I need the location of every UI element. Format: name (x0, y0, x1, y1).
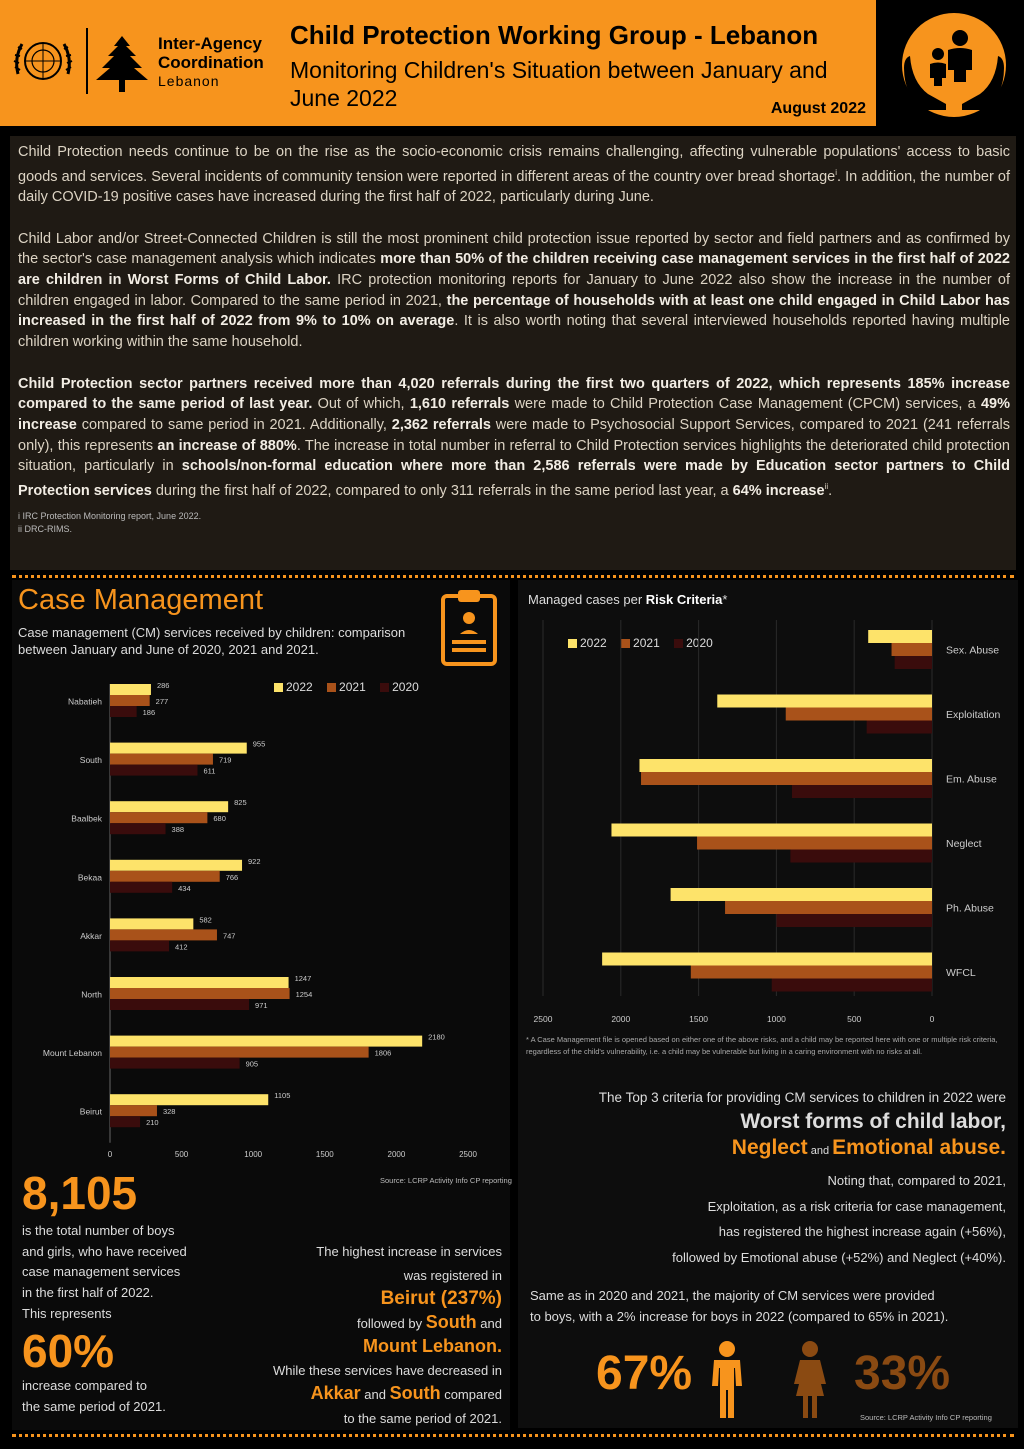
x-tick-label: 2500 (533, 1014, 553, 1024)
bar-value-label: 434 (178, 883, 191, 893)
x-tick-label: 0 (929, 1014, 935, 1024)
bar-value-label: 2180 (428, 1032, 445, 1042)
legend-item-2021: 2021 (621, 636, 660, 650)
intro-section (10, 136, 1016, 570)
header (0, 0, 1024, 126)
bar-2022 (110, 860, 242, 871)
bar-2021 (110, 812, 207, 823)
x-tick-label: 1500 (315, 1149, 334, 1159)
footnotes (18, 510, 1010, 536)
page-subtitle: Monitoring Children's Situation between January and June 2022 (290, 57, 828, 111)
bar-2021 (641, 772, 932, 785)
bar-value-label: 1247 (294, 974, 312, 983)
total-cm-number: 8,105 (22, 1167, 138, 1219)
boy-icon (708, 1340, 746, 1420)
bar-2021 (110, 695, 150, 706)
increase-percentage: 60% (22, 1325, 115, 1377)
clipboard-icon (440, 588, 498, 668)
top3-line-1: Worst forms of child labor, (740, 1110, 1006, 1133)
category-label: WFCL (946, 967, 976, 979)
logos (0, 0, 282, 126)
family-hands-icon (888, 12, 1020, 118)
bar-2022 (110, 977, 289, 988)
x-tick-label: 1500 (689, 1014, 709, 1024)
bar-2020 (110, 823, 166, 834)
legend-item-2020: 2020 (674, 636, 713, 650)
bar-2020 (110, 940, 169, 951)
legend-item-2020: 2020 (380, 680, 419, 694)
risk-criteria-svg (518, 600, 1018, 1030)
top3-intro: The Top 3 criteria for providing CM services to children in 2022 were (598, 1090, 1006, 1105)
footnote-2: ii DRC-RIMS. (18, 524, 72, 535)
bar-value-label: 611 (203, 766, 216, 776)
category-label: Neglect (946, 838, 982, 850)
bar-value-label: 1254 (295, 990, 313, 999)
x-tick-label: 2000 (387, 1149, 406, 1159)
top3-line-2: Neglect and Emotional abuse. (731, 1136, 1006, 1159)
bar-2021 (725, 901, 932, 914)
bar-2020 (110, 706, 137, 717)
x-tick-label: 2000 (611, 1014, 631, 1024)
bar-value-label: 1105 (274, 1091, 291, 1101)
logo-separator (86, 28, 88, 94)
bar-2022 (717, 695, 932, 708)
bar-2021 (110, 1047, 369, 1058)
bar-2022 (602, 953, 932, 966)
category-label: Em. Abuse (946, 773, 997, 786)
comparison-notes: Noting that, compared to 2021, Exploitation, as a risk criteria for case management, has registered the highest increase again (+56%), followed by Emotional abuse (+52%) and Neglect (+40%). (672, 1173, 1006, 1265)
category-label: Bekaa (77, 872, 102, 883)
logo-line-2: Coordination (158, 53, 264, 72)
category-label: Nabatieh (67, 696, 102, 707)
bar-value-label: 766 (225, 872, 239, 882)
bar-value-label: 277 (155, 697, 169, 706)
legend-item-2022: 2022 (274, 680, 313, 694)
risk-criteria-chart (518, 600, 1018, 1030)
bar-value-label: 1806 (374, 1048, 392, 1058)
boys-percentage: 67% (596, 1347, 693, 1400)
category-label: South (79, 755, 102, 766)
iac-logo-text (158, 34, 264, 91)
x-tick-label: 500 (174, 1149, 189, 1159)
girls-percentage: 33% (854, 1347, 951, 1400)
bar-2022 (110, 1036, 422, 1047)
category-label: Ph. Abuse (946, 902, 994, 915)
bar-2020 (776, 914, 932, 927)
bar-2022 (639, 759, 932, 772)
bar-2020 (790, 850, 932, 863)
bar-2020 (867, 721, 932, 734)
intro-paragraph-1: Child Protection needs continue to be on the rise as the socio-economic crisis remains challenging, affecting vulnerable populations' access to basic goods and services. Several incidents of community tension were reported in different areas of the country over bread shortage$^i$. In addition, the number of daily COVID-19 positive cases have increased during the first half of 2022, particularly during June. (18, 144, 1011, 206)
bar-value-label: 582 (199, 915, 212, 925)
bar-value-label: 680 (213, 814, 226, 824)
increase-description: increase compared to the same period of 2021. (22, 1378, 166, 1414)
risk-criteria-title: Managed cases per Risk Criteria* (528, 592, 728, 607)
bar-2022 (671, 888, 932, 901)
logo-line-3: Lebanon (158, 73, 220, 89)
bar-value-label: 825 (234, 798, 247, 808)
bar-value-label: 747 (222, 931, 236, 941)
bar-value-label: 186 (142, 708, 156, 717)
bar-2021 (892, 643, 932, 656)
bar-2021 (697, 837, 932, 850)
girl-icon (790, 1340, 830, 1420)
bar-2021 (110, 871, 220, 882)
bar-2022 (110, 1094, 268, 1105)
intro-paragraph-3: Child Protection sector partners received more than 4,020 referrals during the first two quarters of 2022, which represents 185% increase compared to the same period of last year. Out of which, 1,610 referrals were made to Child Protection Case Management (CPCM) services, a 49% increase compared to same period in 2021. Additionally, 2,362 referrals were made to Psychosocial Support Services, compared to 2021 (241 referrals only), this represents an increase of 880%. The increase in total number in referral to Child Protection services highlights the deteriorated child protection situation, particularly in schools/non-formal education where more than 2,586 referrals were made by Education sector partners to Child Protection services during the first half of 2022, compared to only 311 referrals in the same period last year, a 64% increase$^{ii}$. (18, 375, 1011, 499)
intro-paragraph-2: Child Labor and/or Street-Connected Children is still the most prominent child protection issue reported by sector and field partners and as confirmed by the sector's case management analysis which indicates more than 50% of the children receiving case management services in the first half of 2022 are children in Worst Forms of Child Labor. IRC protection monitoring reports for January to June 2022 also show the increase in the number of children engaged in labor. Compared to the same period in 2021, the percentage of households with at least one child engaged in Child Labor has increased in the first half of 2022 from 9% to 10% on average. It is also worth noting that several interviewed households reported having multiple children working within the same household. (18, 230, 1010, 351)
category-label: Exploitation (946, 709, 1001, 721)
bar-2020 (110, 999, 249, 1010)
x-tick-label: 2500 (459, 1149, 477, 1159)
legend-item-2021: 2021 (327, 680, 366, 694)
bar-value-label: 719 (218, 755, 232, 765)
divider-bottom (12, 1434, 1014, 1437)
bar-2020 (895, 656, 932, 669)
bar-2022 (110, 918, 193, 929)
highest-increase-text: The highest increase in services was registered in Beirut (237%) followed by South and Mount Lebanon. While these services have decreased in Akkar and South compared to the same period of 2021. (272, 1244, 502, 1426)
legend-item-2022: 2022 (568, 636, 607, 650)
category-label: Sex. Abuse (946, 644, 1000, 657)
bar-2020 (772, 979, 932, 992)
risk-criteria-note: * A Case Management file is opened based on either one of the above risks, and a child may be reported here with one or multiple risk criteria, regardless of the child's vulnerability, i.e. a child may be vulnerable but living in a caring environment with no risks at all. (526, 1035, 998, 1056)
bar-2022 (868, 630, 932, 643)
case-management-subtitle: Case management (CM) services received by children: comparison between January and June of 2020, 2021 and 2021. (18, 625, 406, 657)
bar-2021 (786, 708, 932, 721)
bar-value-label: 922 (248, 856, 261, 866)
bar-2020 (110, 765, 197, 776)
intro-text (18, 142, 1010, 536)
bar-2022 (110, 801, 228, 812)
bar-value-label: 412 (174, 942, 188, 952)
bar-value-label: 971 (255, 1001, 268, 1010)
category-label: Baalbek (71, 813, 102, 824)
bar-2022 (611, 824, 932, 837)
x-tick-label: 1000 (244, 1149, 263, 1159)
x-tick-label: 500 (847, 1014, 862, 1024)
bar-2020 (792, 785, 932, 798)
cm-by-region-svg (12, 670, 510, 1170)
case-management-title: Case Management (18, 584, 264, 616)
bar-2021 (110, 929, 217, 940)
bar-2021 (110, 754, 213, 765)
logo-line-1: Inter-Agency (158, 34, 262, 53)
bar-2020 (110, 1116, 140, 1127)
bar-2021 (110, 1105, 157, 1116)
divider-top (12, 575, 1014, 578)
right-source: Source: LCRP Activity Info CP reporting (860, 1413, 992, 1422)
bar-2022 (110, 684, 151, 695)
cm-by-region-chart (12, 670, 510, 1170)
gender-text: Same as in 2020 and 2021, the majority of CM services were provided to boys, with a 2% increase for boys in 2022 (compared to 65% in 2021). (530, 1288, 949, 1324)
bar-value-label: 328 (162, 1107, 176, 1117)
bar-2021 (110, 988, 290, 999)
category-label: Mount Lebanon (42, 1048, 102, 1059)
cm-chart-source: Source: LCRP Activity Info CP reporting (380, 1176, 512, 1185)
bar-value-label: 955 (252, 739, 266, 749)
category-label: North (81, 989, 102, 1000)
x-tick-label: 0 (107, 1149, 113, 1159)
report-date: August 2022 (770, 100, 866, 117)
bar-value-label: 210 (146, 1118, 159, 1128)
bar-2022 (110, 743, 247, 754)
category-label: Beirut (79, 1106, 102, 1117)
category-label: Akkar (80, 930, 102, 941)
cedar-tree-icon (94, 34, 150, 94)
total-cm-description: is the total number of boys and girls, who have received case management services in the first half of 2022. This represents (22, 1223, 187, 1321)
bar-2021 (691, 966, 932, 979)
bar-value-label: 905 (245, 1059, 259, 1069)
bar-value-label: 286 (156, 681, 170, 690)
bar-2020 (110, 1058, 240, 1069)
page-title: Child Protection Working Group - Lebanon (290, 20, 819, 50)
bar-value-label: 388 (171, 825, 185, 835)
un-emblem-icon (8, 30, 78, 92)
x-tick-label: 1000 (766, 1014, 786, 1024)
bar-2020 (110, 882, 172, 893)
footnote-1: i IRC Protection Monitoring report, June 2022. (18, 511, 202, 522)
